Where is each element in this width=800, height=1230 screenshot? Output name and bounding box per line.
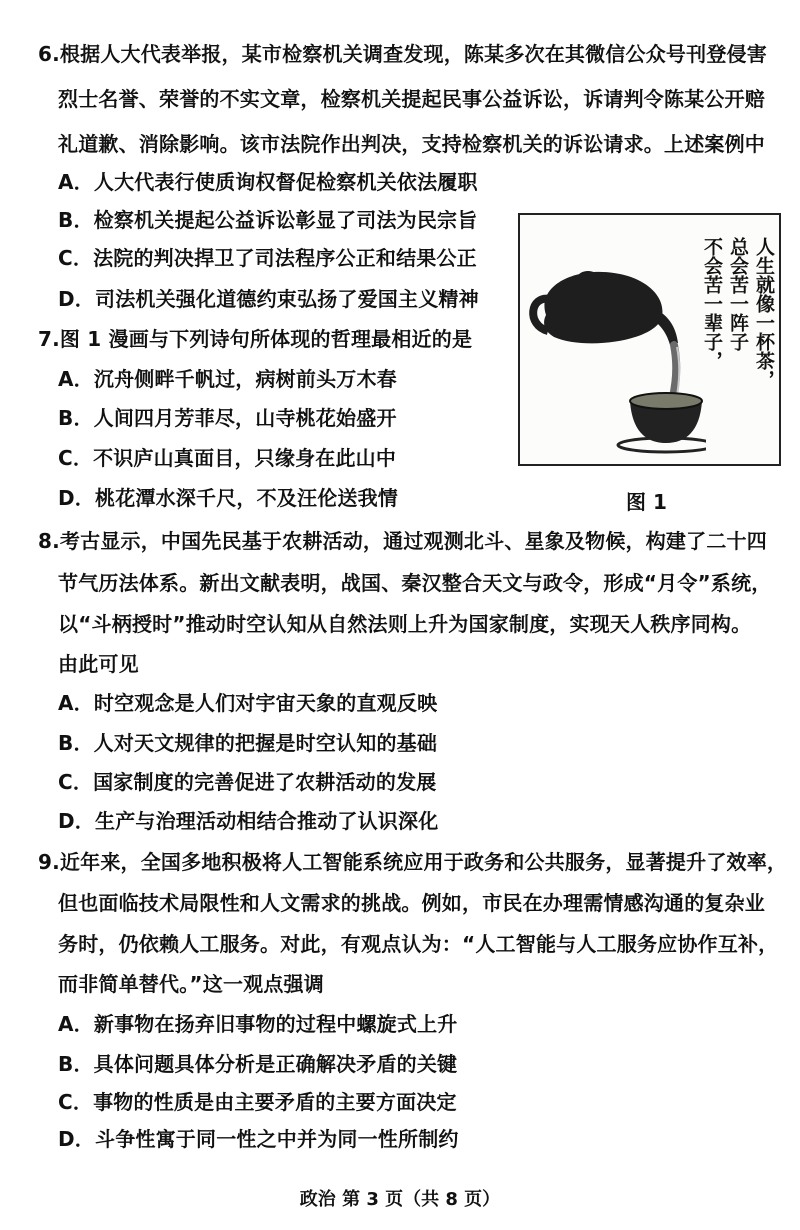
- q6-option-b[interactable]: B．检察机关提起公益诉讼彰显了司法为民宗旨: [58, 208, 478, 232]
- q8-stem-line-4: 由此可见: [58, 652, 139, 676]
- calligraphy-column-3: 不会苦一辈子，: [701, 237, 723, 370]
- q7-option-a[interactable]: A．沉舟侧畔千帆过，病树前头万木春: [58, 367, 397, 391]
- q9-stem-line-1: 9.近年来，全国多地积极将人工智能系统应用于政务和公共服务，显著提升了效率，: [38, 850, 788, 874]
- figure-1-caption: 图 1: [626, 490, 667, 514]
- q8-stem-line-3: 以“斗柄授时”推动时空认知从自然法则上升为国家制度，实现天人秩序同构。: [58, 612, 752, 636]
- q6-option-c[interactable]: C．法院的判决捍卫了司法程序公正和结果公正: [58, 246, 477, 270]
- figure-1-cartoon: [518, 213, 781, 466]
- q6-stem-line-1: 6.根据人大代表举报，某市检察机关调查发现，陈某多次在其微信公众号刊登侵害: [38, 42, 767, 66]
- q8-stem-line-2: 节气历法体系。新出文献表明，战国、秦汉整合天文与政令，形成“月令”系统，: [58, 571, 772, 595]
- q6-option-d[interactable]: D．司法机关强化道德约束弘扬了爱国主义精神: [58, 287, 479, 311]
- calligraphy-column-1: 人生就像一杯茶，: [753, 237, 775, 389]
- tea-surface: [630, 393, 702, 409]
- q9-option-b[interactable]: B．具体问题具体分析是正确解决矛盾的关键: [58, 1052, 458, 1076]
- teapot-pouring-illustration: [526, 255, 706, 455]
- q7-option-d[interactable]: D．桃花潭水深千尺，不及汪伦送我情: [58, 486, 399, 510]
- q9-option-d[interactable]: D．斗争性寓于同一性之中并为同一性所制约: [58, 1127, 459, 1151]
- q7-option-b[interactable]: B．人间四月芳菲尽，山寺桃花始盛开: [58, 406, 397, 430]
- q8-option-b[interactable]: B．人对天文规律的把握是时空认知的基础: [58, 731, 438, 755]
- q6-option-a[interactable]: A．人大代表行使质询权督促检察机关依法履职: [58, 170, 478, 194]
- q8-option-a[interactable]: A．时空观念是人们对宇宙天象的直观反映: [58, 691, 438, 715]
- q9-option-c[interactable]: C．事物的性质是由主要矛盾的主要方面决定: [58, 1090, 457, 1114]
- q9-option-a[interactable]: A．新事物在扬弃旧事物的过程中螺旋式上升: [58, 1012, 458, 1036]
- q7-option-c[interactable]: C．不识庐山真面目，只缘身在此山中: [58, 446, 397, 470]
- q6-stem-line-2: 烈士名誉、荣誉的不实文章，检察机关提起民事公益诉讼，诉请判令陈某公开赔: [58, 87, 765, 111]
- teapot-body: [544, 272, 662, 344]
- q9-stem-line-4: 而非简单替代。”这一观点强调: [58, 972, 324, 996]
- q6-stem-line-3: 礼道歉、消除影响。该市法院作出判决，支持检察机关的诉讼请求。上述案例中: [58, 132, 765, 156]
- q7-stem-line-1: 7.图 1 漫画与下列诗句所体现的哲理最相近的是: [38, 327, 473, 351]
- q9-stem-line-2: 但也面临技术局限性和人文需求的挑战。例如，市民在办理需情感沟通的复杂业: [58, 891, 765, 915]
- calligraphy-column-2: 总会苦一阵子: [727, 237, 749, 351]
- q8-option-d[interactable]: D．生产与治理活动相结合推动了认识深化: [58, 809, 439, 833]
- q9-stem-line-3: 务时，仍依赖人工服务。对此，有观点认为：“人工智能与人工服务应协作互补，: [58, 932, 779, 956]
- page-footer: 政治 第 3 页（共 8 页）: [299, 1189, 501, 1210]
- q8-stem-line-1: 8.考古显示，中国先民基于农耕活动，通过观测北斗、星象及物候，构建了二十四: [38, 529, 767, 553]
- q8-option-c[interactable]: C．国家制度的完善促进了农耕活动的发展: [58, 770, 437, 794]
